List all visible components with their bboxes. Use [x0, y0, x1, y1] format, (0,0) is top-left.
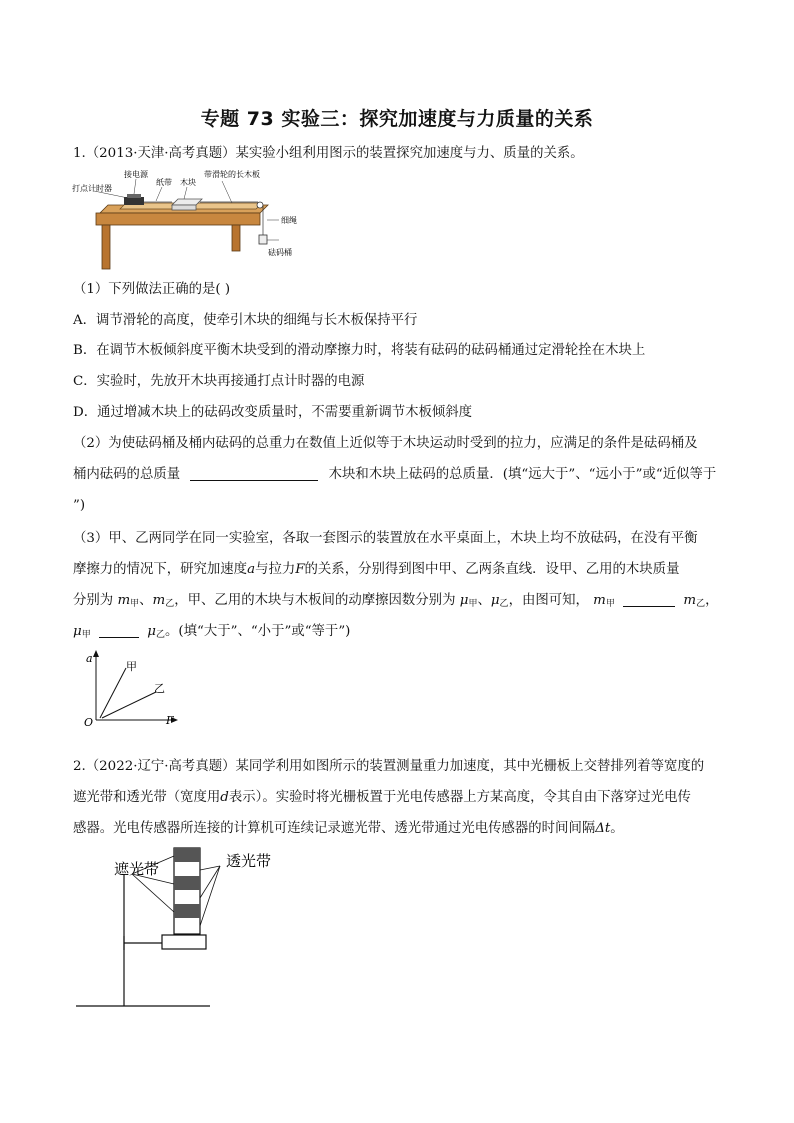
label-rope: 细绳: [281, 216, 297, 225]
answer-blank-1[interactable]: [190, 466, 318, 481]
q1-option-c: C．实验时，先放开木块再接通打点计时器的电源: [73, 374, 365, 389]
var-m-jia: m: [117, 593, 131, 608]
var-d: d: [220, 790, 229, 805]
q1-part3-line2: [73, 561, 723, 579]
label-timer: 打点计时器: [72, 184, 112, 193]
q1-part2-text-b: 木块和木块上砝码的总质量．(填“远大于”、“远小于”或“近似等于: [328, 467, 717, 482]
var-mu-yi: μ: [490, 593, 500, 608]
q2-grating-figure: [70, 846, 300, 1016]
q1-option-a: A．调节滑轮的高度，使牵引木块的细绳与长木板保持平行: [73, 313, 418, 328]
q1-part3-text-g: 。(填“大于”、“小于”或“等于”): [164, 624, 351, 639]
q1-part3-text-d: 分别为: [73, 593, 114, 608]
q1-part3-line4: [73, 623, 723, 644]
q2-text-b: 表示）。实验时将光栅板置于光电传感器上方某高度，令其自由下落穿过光电传: [228, 790, 691, 805]
var-mu-yi: μ: [147, 624, 156, 639]
q1-part2-line1: （2）为使砝码桶及桶内砝码的总重力在数值上近似等于木块运动时受到的拉力，应满足的条件是砝码桶及: [73, 436, 698, 451]
var-a: a: [247, 562, 256, 577]
q1-part3-text-a: 摩擦力的情况下，研究加速度: [73, 562, 248, 577]
graph-axis-y: a: [86, 652, 93, 665]
sub-yi: 乙: [155, 630, 165, 640]
label-board: 带滑轮的长木板: [204, 170, 260, 179]
var-delta-t: Δt: [595, 821, 611, 836]
var-m-jia: m: [593, 593, 606, 608]
sub-yi: 乙: [696, 599, 706, 609]
q1-option-d: D．通过增减木块上的砝码改变质量时，不需要重新调节木板倾斜度: [73, 405, 473, 420]
sep: 、: [139, 593, 153, 608]
q1-part3-text-b: 与拉力: [255, 562, 296, 577]
q1-part3-text-e: ，甲、乙用的木块与木板间的动摩擦因数分别为: [174, 593, 456, 608]
q1-part3-line3: [73, 592, 723, 613]
q1-stem: 1.（2013·天津·高考真题）某实验小组利用图示的装置探究加速度与力、质量的关系。: [73, 146, 584, 161]
q2-line3: [73, 820, 723, 838]
label-tape: 纸带: [156, 178, 172, 187]
q2-text-d: 。: [610, 821, 624, 836]
graph-line-yi: 乙: [154, 682, 165, 695]
q1-part1: （1）下列做法正确的是( ): [73, 282, 231, 297]
label-block: 木块: [180, 178, 196, 187]
q1-part3-line1: （3）甲、乙两同学在同一实验室，各取一套图示的装置放在水平桌面上，木块上均不放砝码，在没有平衡: [73, 531, 698, 546]
sub-jia: 甲: [81, 630, 91, 640]
comma: ，: [705, 593, 719, 608]
sub-yi: 乙: [165, 599, 175, 609]
label-shade-band: 遮光带: [114, 860, 160, 878]
answer-blank-3[interactable]: [99, 623, 139, 638]
var-m-yi: m: [683, 593, 697, 608]
q1-part3-text-c: 的关系，分别得到图中甲、乙两条直线．设甲、乙用的木块质量: [304, 562, 680, 577]
q1-graph: [70, 648, 190, 734]
var-mu-jia: μ: [459, 593, 469, 608]
graph-axis-x: F: [166, 714, 174, 727]
label-clear-band: 透光带: [226, 852, 272, 870]
answer-blank-2[interactable]: [623, 592, 675, 607]
sub-jia: 甲: [468, 599, 478, 609]
graph-origin: O: [84, 716, 94, 729]
sub-jia: 甲: [605, 599, 615, 609]
label-bucket: 砝码桶: [268, 248, 292, 257]
q1-apparatus-figure: [72, 165, 297, 277]
page-title: 专题 73 实验三：探究加速度与力质量的关系: [200, 108, 594, 130]
label-power: 接电源: [124, 170, 148, 179]
q2-text-a: 遮光带和透光带（宽度用: [73, 790, 221, 805]
q2-line2: [73, 789, 723, 807]
sub-yi: 乙: [499, 599, 509, 609]
graph-line-jia: 甲: [126, 660, 137, 673]
sep: 、: [477, 593, 491, 608]
var-m-yi: m: [152, 593, 166, 608]
q1-part2-line2: [73, 466, 723, 484]
var-F: F: [295, 562, 305, 577]
q2-text-c: 感器。光电传感器所连接的计算机可连续记录遮光带、透光带通过光电传感器的时间间隔: [73, 821, 596, 836]
q1-part3-text-f: ，由图可知，: [508, 593, 589, 608]
q1-part2-line3: ”): [73, 498, 86, 513]
q1-part2-text-a: 桶内砝码的总质量: [73, 467, 181, 482]
q1-option-b: B．在调节木板倾斜度平衡木块受到的滑动摩擦力时，将装有砝码的砝码桶通过定滑轮拴在木块上: [73, 343, 646, 358]
var-mu-jia: μ: [73, 624, 82, 639]
q2-line1: 2.（2022·辽宁·高考真题）某同学利用如图所示的装置测量重力加速度，其中光栅板上交替排列着等宽度的: [73, 759, 705, 774]
sub-jia: 甲: [130, 599, 140, 609]
